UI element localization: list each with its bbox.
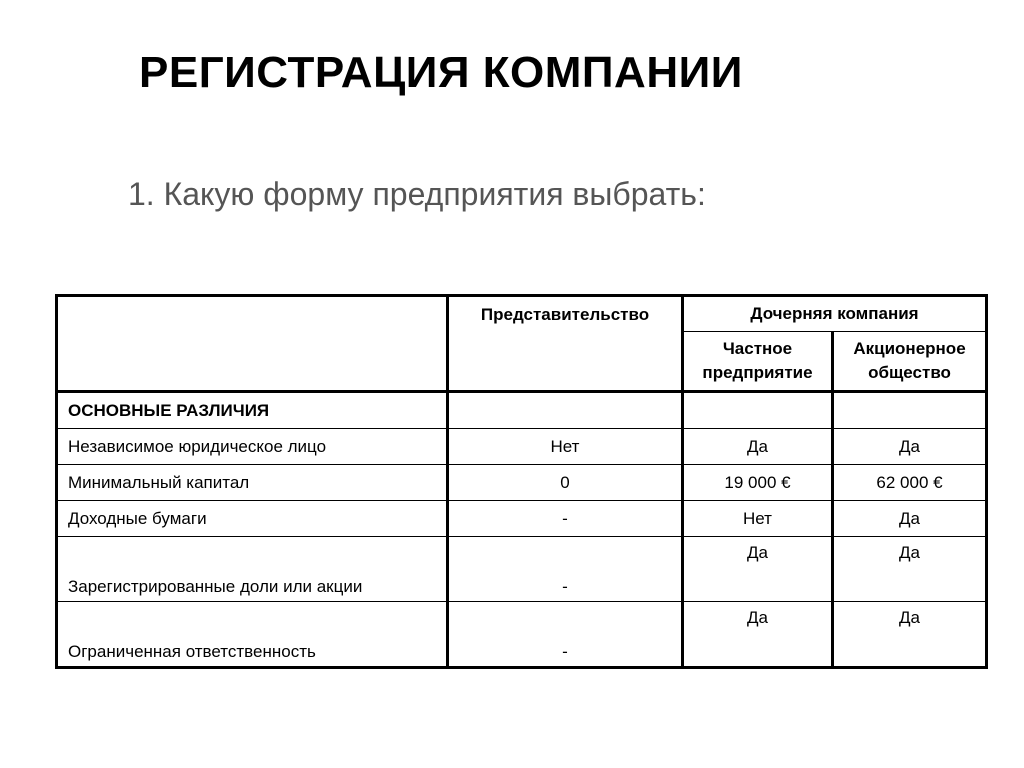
header-empty-cell <box>57 296 448 392</box>
cell-representative: - <box>448 501 683 537</box>
header-subsidiary: Дочерняя компания <box>683 296 987 332</box>
section-empty-cell <box>683 392 833 429</box>
header-representative: Представительство <box>448 296 683 392</box>
slide-subtitle: 1. Какую форму предприятия выбрать: <box>128 176 706 212</box>
cell-representative: Нет <box>448 429 683 465</box>
table-row <box>57 465 987 501</box>
row-label: Зарегистрированные доли или акции <box>57 537 448 602</box>
table-row <box>57 429 987 465</box>
row-label: Ограниченная ответственность <box>57 602 448 668</box>
cell-representative: 0 <box>448 465 683 501</box>
section-empty-cell <box>448 392 683 429</box>
cell-joint-stock: 62 000 € <box>833 465 987 501</box>
cell-joint-stock: Да <box>833 602 987 668</box>
table-row <box>57 501 987 537</box>
cell-joint-stock: Да <box>833 537 987 602</box>
comparison-table <box>55 294 988 669</box>
cell-private: Да <box>683 602 833 668</box>
header-private-enterprise: Частное предприятие <box>683 332 833 392</box>
cell-joint-stock: Да <box>833 429 987 465</box>
cell-private: Нет <box>683 501 833 537</box>
section-label: ОСНОВНЫЕ РАЗЛИЧИЯ <box>57 392 448 429</box>
cell-representative: - <box>448 602 683 668</box>
cell-joint-stock: Да <box>833 501 987 537</box>
table-header-row <box>57 296 987 332</box>
table-row <box>57 602 987 668</box>
cell-private: 19 000 € <box>683 465 833 501</box>
row-label: Минимальный капитал <box>57 465 448 501</box>
section-row <box>57 392 987 429</box>
row-label: Доходные бумаги <box>57 501 448 537</box>
header-joint-stock: Акционерное общество <box>833 332 987 392</box>
cell-private: Да <box>683 429 833 465</box>
cell-private: Да <box>683 537 833 602</box>
table-row <box>57 537 987 602</box>
row-label: Независимое юридическое лицо <box>57 429 448 465</box>
cell-representative: - <box>448 537 683 602</box>
slide-title: РЕГИСТРАЦИЯ КОМПАНИИ <box>139 48 743 97</box>
section-empty-cell <box>833 392 987 429</box>
